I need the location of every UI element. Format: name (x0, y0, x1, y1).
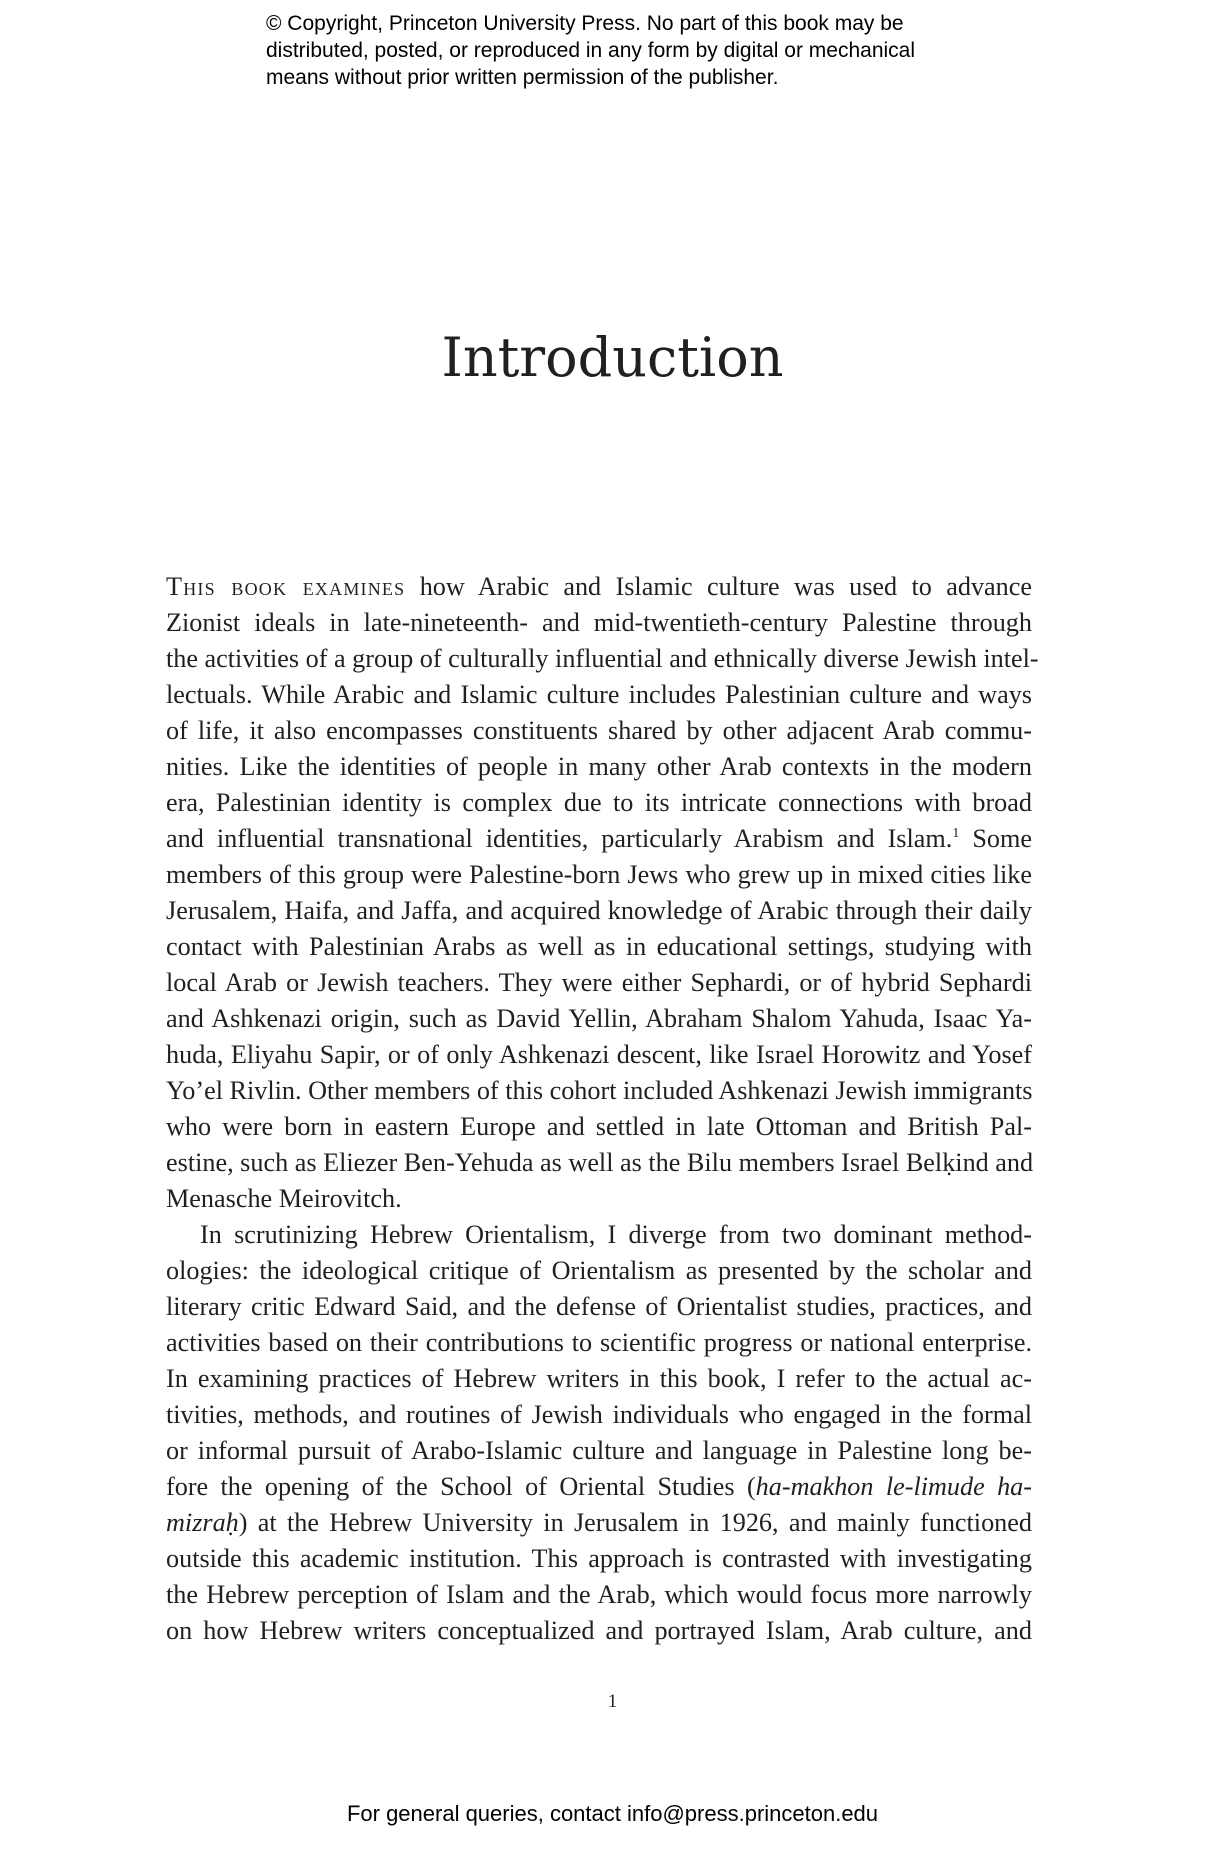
text-line: activities based on their contributions to scientific progress or national enterprise. (166, 1328, 1032, 1357)
text-line: Yo’el Rivlin. Other members of this cohort included Ashkenazi Jewish immigrants (166, 1076, 1033, 1105)
text-line (166, 1505, 1032, 1541)
text-line: outside this academic institution. This approach is contrasted with investigating (166, 1544, 1032, 1573)
text-line: ologies: the ideological critique of Orientalism as presented by the scholar and (166, 1256, 1032, 1285)
footnote-reference[interactable]: 1 (952, 826, 960, 841)
text-line (166, 569, 1032, 605)
text-line: estine, such as Eliezer Ben-Yehuda as well as the Bilu members Israel Belḳind and (166, 1148, 1034, 1177)
page-number: 1 (607, 1691, 618, 1712)
text-segment: fore the opening of the School of Oriental Studies ( (166, 1472, 756, 1501)
italic-term: ha-makhon le-limude ha- (755, 1472, 1032, 1501)
text-line: and Ashkenazi origin, such as David Yellin, Abraham Shalom Yahuda, Isaac Ya- (166, 1004, 1032, 1033)
footer-contact: For general queries, contact info@press.princeton.edu (346, 1801, 879, 1826)
text-line: who were born in eastern Europe and settled in late Ottoman and British Pal- (166, 1112, 1032, 1141)
text-line: Zionist ideals in late-nineteenth- and mid-twentieth-century Palestine through (166, 608, 1032, 637)
opening-smallcaps: This book examines (166, 572, 406, 601)
text-line: In scrutinizing Hebrew Orientalism, I diverge from two dominant method- (200, 1220, 1032, 1249)
copyright-line: distributed, posted, or reproduced in any form by digital or mechanical (266, 39, 916, 62)
text-line: tivities, methods, and routines of Jewish individuals who engaged in the formal (166, 1400, 1032, 1429)
text-segment: and influential transnational identities, particularly Arabism and Islam. (166, 824, 953, 853)
italic-term: mizraḥ (166, 1508, 239, 1537)
text-line: huda, Eliyahu Sapir, or of only Ashkenazi descent, like Israel Horowitz and Yosef (166, 1040, 1032, 1069)
text-segment: Some (959, 824, 1032, 853)
copyright-line: © Copyright, Princeton University Press. No part of this book may be (266, 12, 904, 35)
text-line: the Hebrew perception of Islam and the Arab, which would focus more narrowly (166, 1580, 1032, 1609)
text-line: on how Hebrew writers conceptualized and portrayed Islam, Arab culture, and (166, 1616, 1032, 1645)
chapter-title: Introduction (441, 326, 784, 389)
text-line: lectuals. While Arabic and Islamic culture includes Palestinian culture and ways (166, 680, 1032, 709)
text-segment: ) at the Hebrew University in Jerusalem in 1926, and mainly functioned (238, 1508, 1032, 1537)
text-line (166, 821, 1032, 857)
copyright-line: means without prior written permission of the publisher. (266, 66, 779, 89)
text-line: local Arab or Jewish teachers. They were either Sephardi, or of hybrid Sephardi (166, 968, 1032, 997)
text-line: members of this group were Palestine-born Jews who grew up in mixed cities like (166, 860, 1032, 889)
text-line (166, 1469, 1032, 1505)
text-line: the activities of a group of culturally influential and ethnically diverse Jewish intel- (166, 644, 1039, 673)
text-line: literary critic Edward Said, and the defense of Orientalist studies, practices, and (166, 1292, 1032, 1321)
text-line: contact with Palestinian Arabs as well as in educational settings, studying with (166, 932, 1032, 961)
text-line: In examining practices of Hebrew writers in this book, I refer to the actual ac- (166, 1364, 1032, 1393)
text-line: of life, it also encompasses constituents shared by other adjacent Arab commu- (166, 716, 1032, 745)
text-line: Jerusalem, Haifa, and Jaffa, and acquired knowledge of Arabic through their daily (166, 896, 1032, 925)
text-line: nities. Like the identities of people in many other Arab contexts in the modern (166, 752, 1032, 781)
text-line: or informal pursuit of Arabo-Islamic culture and language in Palestine long be- (166, 1436, 1032, 1465)
body-text (166, 569, 1039, 1649)
text-line: Menasche Meirovitch. (166, 1184, 402, 1213)
copyright-notice (266, 10, 1026, 91)
text-line: era, Palestinian identity is complex due to its intricate connections with broad (166, 788, 1032, 817)
text-segment: how Arabic and Islamic culture was used to advance (405, 572, 1032, 601)
